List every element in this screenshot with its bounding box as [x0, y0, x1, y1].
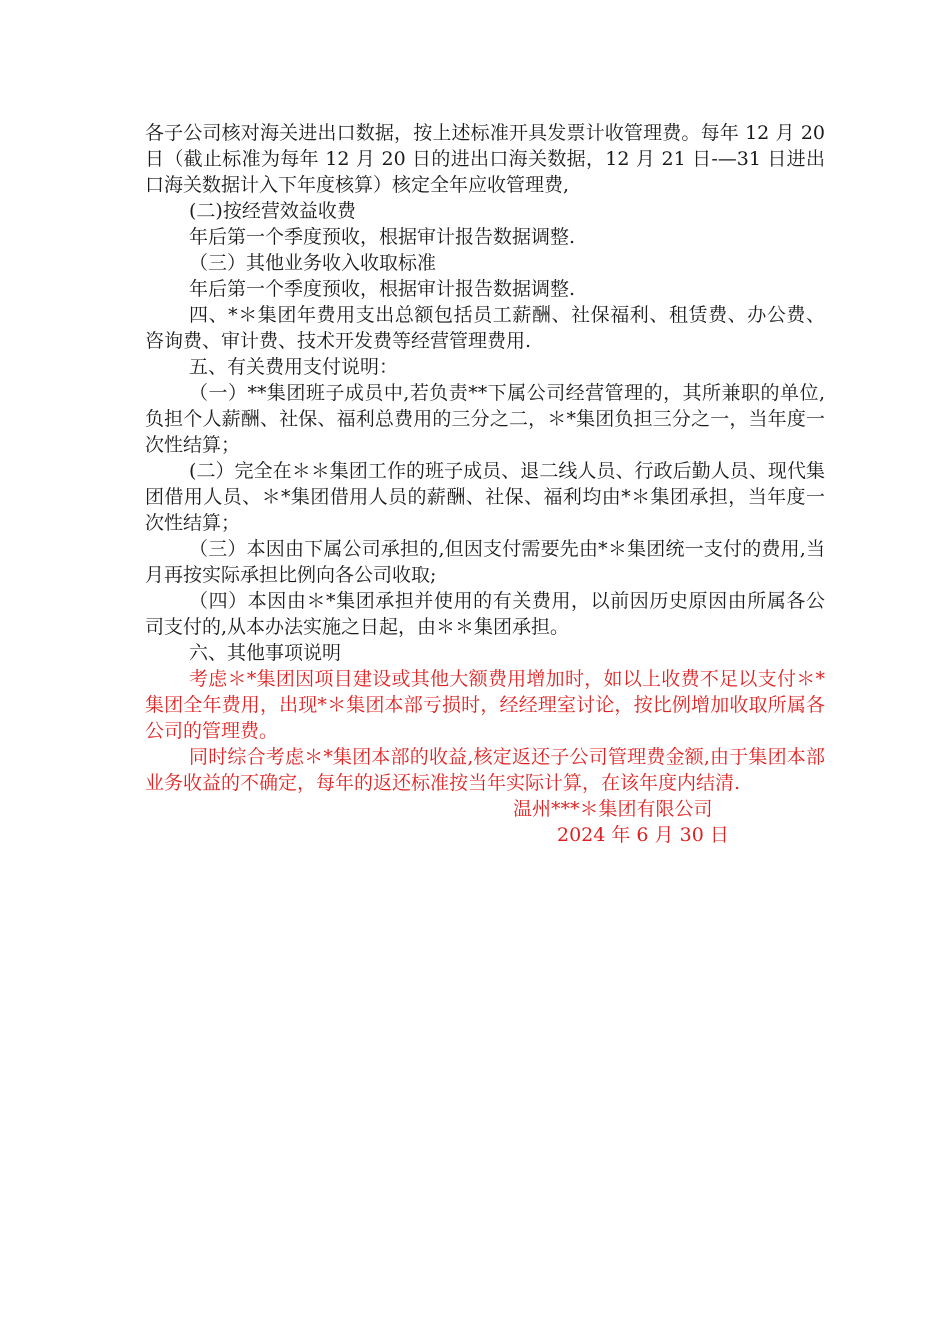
signature-date: 2024 年 6 月 30 日 [557, 824, 729, 846]
paragraph-fee-calculation: 各子公司核对海关进出口数据，按上述标准开具发票计收管理费。每年 12 月 20 日（截止标准为每年 12 月 20 日的进出口海关数据，12 月 21 日-—31 日进出口海关数据计入下年度核算）核定全年应收管理费, [145, 122, 825, 196]
signature-company: 温州***＊集团有限公司 [513, 798, 713, 820]
paragraph-item-four: （四）本因由＊*集团承担并使用的有关费用，以前因历史原因由所属各公司支付的,从本办法实施之日起，由＊＊集团承担。 [145, 590, 825, 638]
paragraph-item-one: （一）**集团班子成员中,若负责**下属公司经营管理的，其所兼职的单位,负担个人薪酬、社保、福利总费用的三分之二，＊*集团负担三分之一，当年度一次性结算； [145, 382, 825, 456]
paragraph-item-two: (二）完全在＊＊集团工作的班子成员、退二线人员、行政后勤人员、现代集团借用人员、＊*集团借用人员的薪酬、社保、福利均由*＊集团承担，当年度一次性结算； [145, 460, 825, 534]
paragraph-red-refund: 同时综合考虑＊*集团本部的收益,核定返还子公司管理费金额,由于集团本部业务收益的不确定，每年的返还标准按当年实际计算，在该年度内结清. [145, 746, 825, 794]
heading-section-six: 六、其他事项说明 [189, 642, 342, 664]
paragraph-prepayment-1: 年后第一个季度预收，根据审计报告数据调整. [189, 226, 576, 248]
paragraph-prepayment-2: 年后第一个季度预收，根据审计报告数据调整. [189, 278, 576, 300]
heading-operating-benefit-fee: (二)按经营效益收费 [189, 200, 356, 222]
document-body [145, 120, 825, 848]
heading-section-five: 五、有关费用支付说明： [189, 356, 399, 378]
heading-other-income-standard: （三）其他业务收入收取标准 [189, 252, 437, 274]
paragraph-section-four: 四、*＊集团年费用支出总额包括员工薪酬、社保福利、租赁费、办公费、咨询费、审计费、技术开发费等经营管理费用. [145, 304, 825, 352]
paragraph-item-three: （三）本因由下属公司承担的,但因支付需要先由*＊集团统一支付的费用,当月再按实际承担比例向各公司收取; [145, 538, 825, 586]
paragraph-red-consideration: 考虑＊*集团因项目建设或其他大额费用增加时，如以上收费不足以支付＊*集团全年费用，出现*＊集团本部亏损时，经经理室讨论，按比例增加收取所属各公司的管理费。 [145, 668, 825, 742]
